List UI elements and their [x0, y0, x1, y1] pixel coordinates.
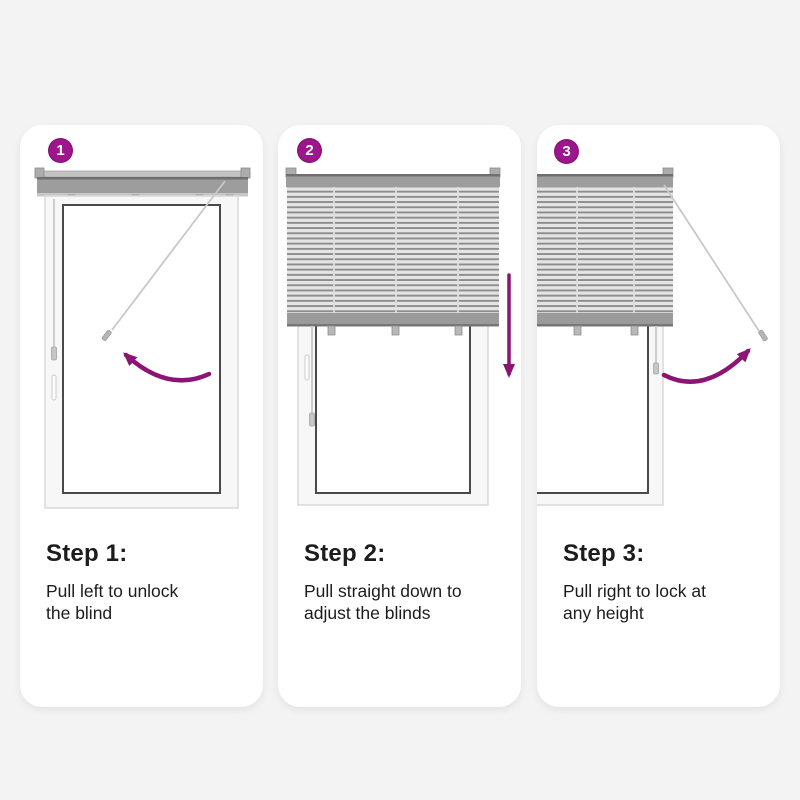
blind-slats [287, 187, 499, 313]
step-2-description: Pull straight down to adjust the blinds [304, 581, 462, 623]
blind-slats [537, 187, 673, 313]
step-2-title: Step 2: [304, 540, 386, 567]
pull-cord [664, 185, 768, 341]
step-1-description: Pull left to unlock the blind [46, 581, 179, 623]
step-1-title: Step 1: [46, 540, 128, 567]
step-3-description: Pull right to lock at any height [563, 581, 706, 623]
window-handle [305, 355, 309, 380]
window-frame [45, 196, 238, 508]
venetian-blind [286, 168, 500, 335]
lowered-blind-illustration [278, 125, 521, 555]
venetian-blind [537, 168, 673, 335]
step-2-card [278, 125, 521, 707]
curved-arrow-up-right-icon [664, 351, 748, 382]
step-3-badge-number: 3 [562, 143, 571, 160]
lowered-blind-cropped-illustration [537, 125, 780, 555]
step-3-card [537, 125, 780, 707]
step-3-title: Step 3: [563, 540, 645, 567]
step-1-card [20, 125, 263, 707]
step-2-badge-number: 2 [305, 142, 314, 159]
raised-blind-illustration [20, 125, 263, 555]
window-handle [52, 375, 56, 400]
step-1-badge-number: 1 [56, 142, 65, 159]
